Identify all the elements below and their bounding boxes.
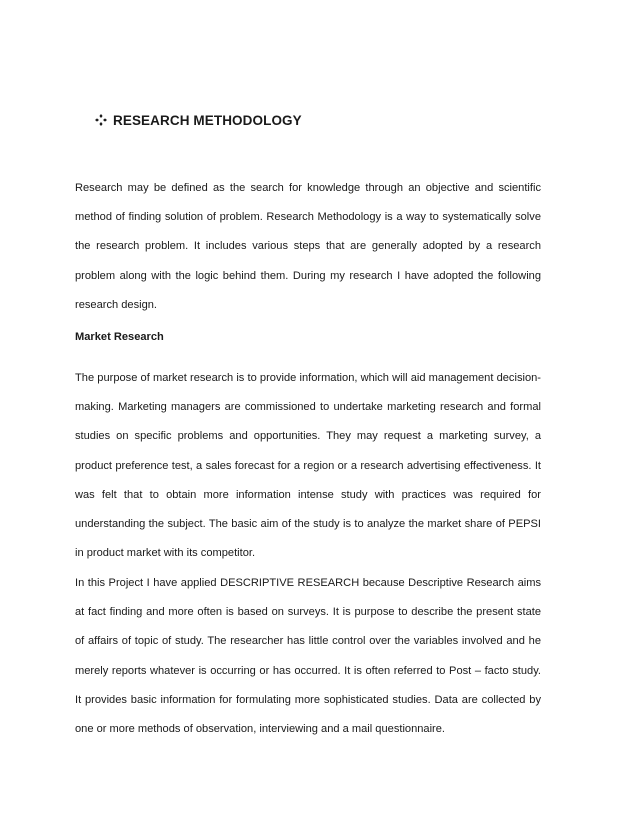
descriptive-research-paragraph: In this Project I have applied DESCRIPTIVE RESEARCH because Descriptive Research aims at fact finding and more often is based on surveys. It is purpose to describe the present state of affairs of topic of study. The researcher has little control over the variables involved and he merely reports whatever is occurring or has occurred. It is often referred to Post – facto study. It provides basic information for formulating more sophisticated studies. Data are collected by one or more methods of observation, interviewing and a mail questionnaire.: [75, 577, 541, 736]
section-title: RESEARCH METHODOLOGY: [113, 113, 302, 128]
intro-paragraph: Research may be defined as the search for knowledge through an objective and scientific method of finding solution of problem. Research Methodology is a way to systematically solve the research problem. It includes various steps that are generally adopted by a research problem along with the logic behind them. During my research I have adopted the following research design.: [75, 182, 541, 311]
market-research-paragraph: The purpose of market research is to provide information, which will aid management decision-making. Marketing managers are commissioned to undertake marketing research and formal studies on specific problems and opportunities. They may request a marketing survey, a product preference test, a sales forecast for a region or a research advertising effectiveness. It was felt that to obtain more information intense study with practices was required for understanding the subject. The basic aim of the study is to analyze the market share of PEPSI in product market with its competitor.: [75, 372, 541, 560]
four-diamond-bullet-icon: [95, 114, 107, 126]
market-research-heading: Market Research: [75, 331, 164, 343]
section-heading: [95, 113, 302, 128]
